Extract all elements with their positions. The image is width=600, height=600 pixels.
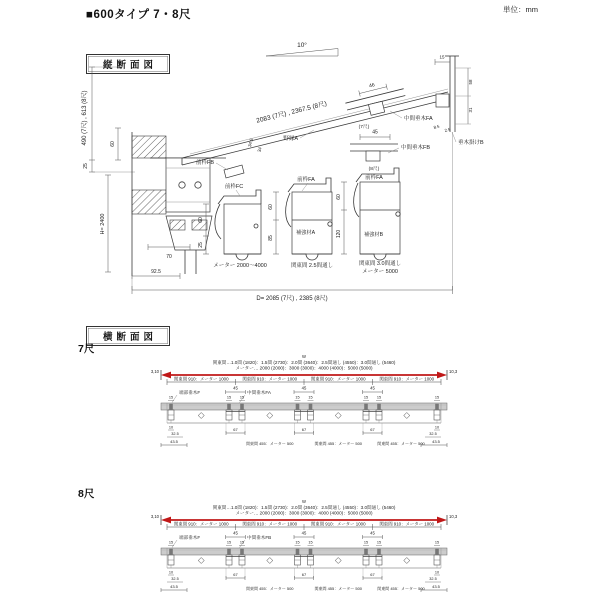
mid-rafter-label: 中間垂木FA bbox=[247, 390, 271, 395]
dim-15-label: 15 bbox=[363, 395, 369, 400]
beam-anchor-mark bbox=[364, 549, 368, 555]
edge-rafter-label: 端部垂木F bbox=[179, 390, 201, 395]
beam-anchor-mark bbox=[309, 404, 313, 410]
red-arrow-right-icon bbox=[437, 517, 447, 524]
dim-15-label: 15 bbox=[168, 540, 174, 545]
roof-beam bbox=[161, 403, 447, 410]
dim-25: 25 bbox=[83, 163, 89, 169]
dim-455-span-label: 関東間 455：メーター 500 bbox=[314, 586, 363, 591]
segment-910-label: 関東間 910：メーター 1000 bbox=[310, 376, 366, 382]
dim-15-label: 15 bbox=[434, 540, 440, 545]
note-7shaku: (7尺) bbox=[358, 125, 370, 130]
dim-slope-length: 2083 (7尺) , 2367.5 (8尺) bbox=[255, 100, 328, 125]
dim-31: 31 bbox=[468, 107, 473, 113]
dim-455-span-label: 関東間 455：メーター 500 bbox=[377, 586, 425, 591]
dim-32-5-label: 32.5 bbox=[429, 432, 437, 436]
dim-10-label: 10 bbox=[168, 570, 174, 575]
variant-7shaku-label: 7尺 bbox=[78, 343, 95, 355]
dim-2-5: 2.5 bbox=[444, 126, 451, 133]
anchor-diamond-icon bbox=[404, 413, 410, 419]
dim-15-label: 15 bbox=[308, 540, 313, 545]
roof-angle: 10° bbox=[297, 42, 307, 49]
dim-15-label: 15 bbox=[168, 395, 174, 400]
segment-910-label: 関東間 910：メーター 1000 bbox=[379, 521, 435, 527]
dim-wall-height: H= 2400 bbox=[100, 213, 106, 235]
beam-anchor-mark bbox=[309, 549, 313, 555]
dim-end-left: 3,10 bbox=[150, 514, 159, 519]
beam-anchor-mark bbox=[364, 404, 368, 410]
dim-67-label: 67 bbox=[301, 572, 307, 577]
dim-60-fa2: 60 bbox=[336, 194, 342, 200]
dim-45-label: 45 bbox=[370, 530, 375, 536]
note-meter-range: メーター 2000～4000 bbox=[213, 263, 267, 269]
dim-15-label: 15 bbox=[376, 395, 382, 400]
dim-32-5-label: 32.5 bbox=[171, 577, 179, 581]
anchor-diamond-icon bbox=[267, 413, 273, 419]
dim-25-fc: 25 bbox=[198, 242, 204, 248]
anchor-diamond-icon bbox=[198, 558, 204, 564]
note-8shaku: (8尺) bbox=[368, 167, 380, 172]
dim-32-5-label: 32.5 bbox=[429, 577, 437, 581]
dim-15-label: 15 bbox=[226, 540, 232, 545]
dim-43-5-label: 43.5 bbox=[170, 439, 178, 444]
dim-60-fc: 60 bbox=[198, 217, 204, 223]
dim-67-label: 67 bbox=[370, 572, 375, 577]
width-w-label: W bbox=[302, 354, 306, 359]
note-kanto30: 関東間 3.0間通し bbox=[358, 261, 402, 267]
width-table-kanto: 関東間…1.0間 (1820)：1.5間 (2730)：2.0間 (3640)：2.5間通し (4550)：3.0間通し (5460) bbox=[212, 505, 396, 510]
dim-15-label: 15 bbox=[295, 540, 300, 545]
dim-45-label: 45 bbox=[301, 385, 307, 391]
dim-43-5-label: 43.5 bbox=[432, 439, 440, 444]
segment-910-label: 関東間 910：メーター 1000 bbox=[173, 376, 229, 382]
dim-45-label: 45 bbox=[233, 530, 238, 536]
front-frame-fa-detail-2 bbox=[336, 168, 400, 260]
dim-455-span-label: 関東間 455：メーター 500 bbox=[245, 586, 294, 591]
dim-455-span-label: 関東間 455：メーター 500 bbox=[245, 441, 294, 446]
dim-67-label: 67 bbox=[233, 427, 238, 432]
dim-67-label: 67 bbox=[233, 572, 238, 577]
dim-15: 15 bbox=[439, 54, 445, 60]
dim-15-label: 15 bbox=[239, 395, 245, 400]
beam-anchor-mark bbox=[296, 404, 300, 410]
anchor-diamond-icon bbox=[335, 558, 341, 564]
segment-910-label: 関東間 910：メーター 1000 bbox=[310, 521, 366, 527]
dim-32-5-label: 32.5 bbox=[171, 432, 179, 436]
label-reinf-b: 補強材B bbox=[364, 232, 384, 238]
anchor-diamond-icon bbox=[335, 413, 341, 419]
mid-rafter-fb-detail bbox=[350, 130, 398, 173]
anchor-diamond-icon bbox=[198, 413, 204, 419]
label-front-fb: 前枠FB bbox=[195, 160, 214, 166]
beam-anchor-mark bbox=[240, 549, 244, 555]
dim-15-label: 15 bbox=[226, 395, 232, 400]
dim-46: 46 bbox=[368, 82, 376, 90]
dim-67-label: 67 bbox=[370, 427, 375, 432]
anchor-diamond-icon bbox=[267, 558, 273, 564]
beam-anchor-mark bbox=[435, 549, 439, 555]
dim-70: 70 bbox=[166, 254, 172, 260]
segment-910-label: 関東間 910：メーター 1000 bbox=[242, 521, 298, 527]
vertical-section-label: 縦断面図 bbox=[86, 54, 170, 74]
rafter-hanger-detail bbox=[433, 55, 473, 133]
cross-section-label: 横断面図 bbox=[86, 326, 170, 346]
beam-anchor-mark bbox=[227, 404, 231, 410]
unit-label: 単位：mm bbox=[503, 5, 538, 14]
beam-anchor-mark bbox=[435, 404, 439, 410]
dim-10-label: 10 bbox=[168, 425, 174, 430]
dim-end-left: 3,10 bbox=[150, 369, 159, 374]
dim-15-label: 15 bbox=[295, 395, 300, 400]
dim-left-height: 490 (7尺) , 613 (8尺) bbox=[82, 90, 88, 146]
dim-60-fa1: 60 bbox=[268, 204, 274, 210]
dim-45-label: 45 bbox=[233, 385, 238, 391]
label-hanger: 垂木掛けB bbox=[458, 140, 484, 146]
dim-45: 45 bbox=[372, 129, 378, 136]
dim-end-right: 10,3 bbox=[449, 514, 458, 519]
edge-rafter-label: 端部垂木F bbox=[179, 535, 201, 540]
beam-anchor-mark bbox=[377, 404, 381, 410]
dim-depth: D= 2085 (7尺) , 2385 (8尺) bbox=[256, 296, 328, 302]
beam-anchor-mark bbox=[240, 404, 244, 410]
dim-10-label: 10 bbox=[434, 425, 440, 430]
beam-anchor-mark bbox=[169, 549, 173, 555]
dim-45-label: 45 bbox=[301, 530, 307, 536]
note-meter5000: メーター 5000 bbox=[362, 269, 398, 275]
dim-8-5: 8.5 bbox=[433, 123, 440, 130]
width-w-label: W bbox=[302, 499, 306, 504]
segment-910-label: 関東間 910：メーター 1000 bbox=[379, 376, 435, 382]
beam-anchor-mark bbox=[227, 549, 231, 555]
dim-15-label: 15 bbox=[434, 395, 440, 400]
mid-rafter-fa-detail bbox=[342, 76, 408, 121]
dim-34-5: 34.5 bbox=[247, 137, 255, 148]
wall-hatch-upper bbox=[132, 136, 166, 158]
label-front-fa-2: 前枠FA bbox=[365, 175, 383, 181]
anchor-diamond-icon bbox=[404, 558, 410, 564]
roof-beam bbox=[161, 548, 447, 555]
dim-45-label: 45 bbox=[370, 385, 375, 391]
note-kanto25: 関東間 2.5間通し bbox=[290, 263, 334, 269]
cross-section-7shaku bbox=[135, 353, 475, 453]
label-front-fc: 前枠FC bbox=[224, 184, 244, 190]
red-arrow-left-icon bbox=[161, 372, 171, 379]
mid-rafter-label: 中間垂木FB bbox=[247, 535, 272, 540]
dim-15-label: 15 bbox=[308, 395, 313, 400]
dim-15-label: 15 bbox=[363, 540, 369, 545]
width-table-meter: メーター… 2000 (2000)：3000 (3000)：4000 (4000)：5000 (5000) bbox=[235, 510, 373, 516]
angle-wedge-icon bbox=[266, 49, 338, 57]
dim-92-5: 92.5 bbox=[151, 269, 161, 275]
dim-67-label: 67 bbox=[301, 427, 307, 432]
beam-anchor-mark bbox=[296, 549, 300, 555]
front-frame-fb-profile bbox=[224, 165, 244, 178]
width-table-kanto: 関東間…1.0間 (1820)：1.5間 (2730)：2.0間 (3640)：2.5間通し (4550)：3.0間通し (5460) bbox=[212, 360, 396, 365]
label-nobuchi: 野縁A bbox=[283, 136, 298, 142]
dim-10-label: 10 bbox=[434, 570, 440, 575]
label-mid-fa: 中間垂木FA bbox=[404, 116, 433, 122]
variant-8shaku-label: 8尺 bbox=[78, 488, 95, 500]
dim-15-label: 15 bbox=[376, 540, 382, 545]
vertical-section-drawing bbox=[0, 40, 600, 302]
dim-120: 120 bbox=[336, 229, 342, 239]
dim-85: 85 bbox=[268, 235, 274, 241]
cross-section-8shaku bbox=[135, 498, 475, 598]
wall-hatch-lower bbox=[132, 190, 166, 214]
dim-455-span-label: 関東間 455：メーター 500 bbox=[314, 441, 363, 446]
beam-anchor-mark bbox=[377, 549, 381, 555]
segment-910-label: 関東間 910：メーター 1000 bbox=[173, 521, 229, 527]
label-mid-fb: 中間垂木FB bbox=[401, 145, 431, 151]
dim-15-label: 15 bbox=[239, 540, 245, 545]
red-arrow-left-icon bbox=[161, 517, 171, 524]
beam-anchor-mark bbox=[169, 404, 173, 410]
dim-43-5-label: 43.5 bbox=[432, 584, 440, 589]
dim-60-left: 60 bbox=[110, 141, 116, 147]
segment-910-label: 関東間 910：メーター 1000 bbox=[242, 376, 298, 382]
dim-43-5-label: 43.5 bbox=[170, 584, 178, 589]
dim-34: 34 bbox=[256, 146, 263, 153]
label-reinf-a: 補強材A bbox=[296, 230, 316, 236]
red-arrow-right-icon bbox=[437, 372, 447, 379]
width-table-meter: メーター… 2000 (2000)：3000 (3000)：4000 (4000)：5000 (5000) bbox=[235, 365, 373, 371]
dim-455-span-label: 関東間 455：メーター 500 bbox=[377, 441, 425, 446]
page-title: ■600タイプ 7・8尺 bbox=[86, 9, 192, 21]
front-frame-fa-detail-1 bbox=[268, 178, 332, 260]
dim-58: 58 bbox=[468, 79, 473, 85]
label-front-fa-1: 前枠FA bbox=[297, 177, 315, 183]
dim-end-right: 10,3 bbox=[449, 369, 458, 374]
